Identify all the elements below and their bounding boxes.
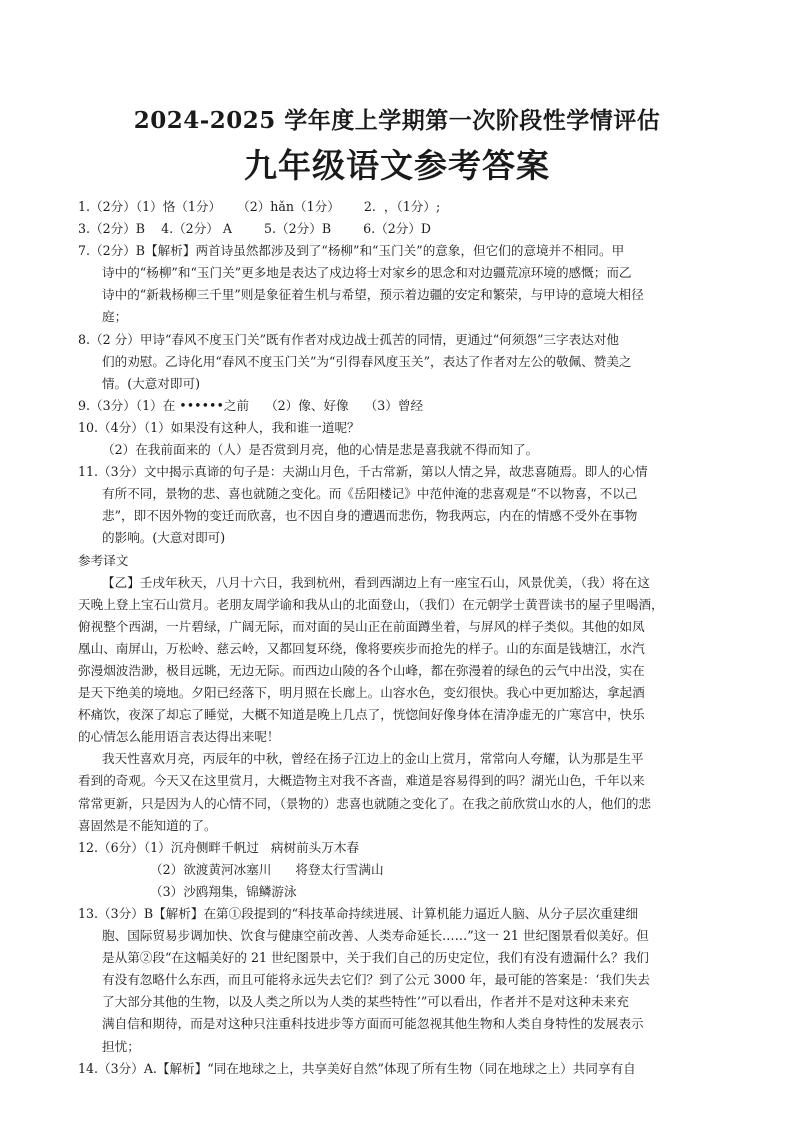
answer-line: 诗中的“杨柳”和“玉门关”更多地是表达了戍边将士对家乡的思念和对边疆荒凉环境的感慨；而乙: [102, 265, 632, 281]
exam-title: 2024-2025 学年度上学期第一次阶段性学情评估: [133, 107, 661, 134]
answer-line: 14.（3分）A.【解析】“同在地球之上，共享美好自然”体现了所有生物（同在地球之上）共同享有自: [78, 1060, 636, 1076]
answer-content: [78, 196, 708, 1080]
answer-line: 是天下绝美的境地。夕阳已经落下，明月照在长廊上。山容水色，变幻很快。我心中更加豁达，拿起酒: [78, 685, 645, 701]
answer-line: 10.（4分）（1）如果没有这种人，我和谁一道呢？: [78, 419, 360, 435]
answer-line: 9.（3分）（1）在 ••••••之前 （2）像、好像 （3）曾经: [78, 397, 424, 413]
answer-line: 看到的奇观。今天又在这里赏月，大概造物主对我不吝啬，难道是容易得到的吗？湖光山色，千年以来: [78, 773, 645, 789]
answer-line: 常常更新，只是因为人的心情不同，（景物的）悲喜也就随之变化了。在我之前欣赏山水的人，他们的悲: [78, 795, 652, 811]
answer-line: 3.（2分）B 4.（2分） A 5.（2分）B 6.（2分）D: [78, 221, 432, 237]
answer-line: 悲”，即不因外物的变迁而欣喜，也不因自身的遭遇而悲伤，物我两忘，内在的情感不受外在事物: [102, 508, 638, 524]
answer-line: 担忧；: [102, 1038, 140, 1054]
answer-line: 喜固然是不能知道的了。: [78, 817, 217, 833]
answer-line: 诗中的“新栽杨柳三千里”则是象征着生机与希望，预示着边疆的安定和繁荣，与甲诗的意境大相径: [102, 287, 644, 303]
answer-key-title: 九年级语文参考答案: [244, 146, 550, 185]
answer-line: 的影响。(大意对即可): [102, 530, 226, 546]
answer-line: 弥漫烟波浩渺，极目远眺，无边无际。而西边山陵的各个山峰，都在弥漫着的绿色的云气中出没，实在: [78, 662, 645, 678]
answer-line: 1.（2分）（1）恪（1分） （2）hǎn（1分） 2. ，（1分）;: [78, 199, 441, 214]
answer-line: 胞、国际贸易步调加快、饮食与健康空前改善、人类寿命延长……”这一 21 世纪图景看似美好。但: [102, 928, 649, 944]
answer-line: 杯痛饮，夜深了却忘了睡觉，大概不知道是晚上几点了，恍惚间好像身体在清净虚无的广寒宫中，快乐: [78, 707, 645, 723]
answer-line: 庭；: [102, 309, 128, 325]
answer-line: 有没有忽略什么东西，而且可能将永远失去它们？到了公元 3000 年，最可能的答案是：‘我们失去: [102, 972, 650, 988]
answer-line: 情。(大意对即可): [102, 375, 200, 391]
answer-line: 凰山、南屏山，万松岭、慈云岭，又都回复环绕，像将要疾步而抢先的样子。山的东面是钱塘江，水汽: [78, 640, 645, 656]
answer-line: 13.（3分）B【解析】在第①段提到的“科技革命持续进展、计算机能力逼近人脑、从分子层次重建细: [78, 906, 639, 921]
answer-line: 我天性喜欢月亮，丙辰年的中秋，曾经在扬子江边上的金山上赏月，常常向人夸耀，认为那是生平: [102, 751, 644, 767]
answer-line: 满自信和期待，而是对这种只注重科技进步等方面而可能忽视其他生物和人类自身特性的发展表示: [102, 1016, 644, 1032]
answer-line: 【乙】壬戌年秋天，八月十六日，我到杭州，看到西湖边上有一座宝石山，风景优美，（我）将在这: [102, 574, 650, 590]
answer-line: 是从第②段“在这幅美好的 21 世纪图景中，关于我们自己的历史定位，我们有没有遗漏什么？我们: [102, 950, 649, 966]
answer-line: 的心情怎么能用语言表达得出来呢！: [78, 729, 280, 745]
answer-line: （2）在我前面来的（人）是否赏到月亮，他的心情是悲是喜我就不得而知了。: [102, 442, 539, 458]
answer-line: 参考译文: [78, 552, 129, 568]
answer-line: 们的劝慰。乙诗化用“春风不度玉门关”为“引得春风度玉关”，表达了作者对左公的敬佩、赞美之: [102, 353, 632, 369]
answer-line: 7.（2分）B【解析】两首诗虽然都涉及到了“杨柳”和“玉门关”的意象，但它们的意境并不相同。甲: [78, 243, 625, 259]
answer-line: 俯视整个西湖，一片碧绿，广阔无际，而对面的吴山正在前面蹲坐着，与屏风的样子类似。其他的如凤: [78, 618, 645, 634]
answer-line: （3）沙鸥翔集，锦鳞游泳: [150, 883, 297, 899]
answer-line: 了大部分其他的生物，以及人类之所以为人类的某些特性’”可以看出，作者并不是对这种未来充: [102, 994, 629, 1010]
answer-line: 12.（6分）（1）沉舟侧畔千帆过 病树前头万木春: [78, 839, 360, 855]
answer-line: 天晚上登上宝石山赏月。老朋友周学谕和我从山的北面登山，（我们）在元朝学士黄晋读书的屋子里喝酒，: [78, 596, 664, 612]
answer-line: （2）欲渡黄河冰塞川 将登太行雪满山: [150, 861, 384, 877]
answer-line: 11.（3分）文中揭示真谛的句子是：夫湖山月色，千古常新，第以人情之异，故悲喜随焉。即人的心情: [78, 464, 648, 480]
answer-line: 8.（2 分）甲诗“春风不度玉门关”既有作者对戍边战士孤苦的同情，更通过“何须怨”三字表达对他: [78, 331, 619, 347]
answer-line: 有所不同，景物的悲、喜也就随之变化。而《岳阳楼记》中范仲淹的悲喜观是“不以物喜，不以己: [102, 486, 638, 502]
